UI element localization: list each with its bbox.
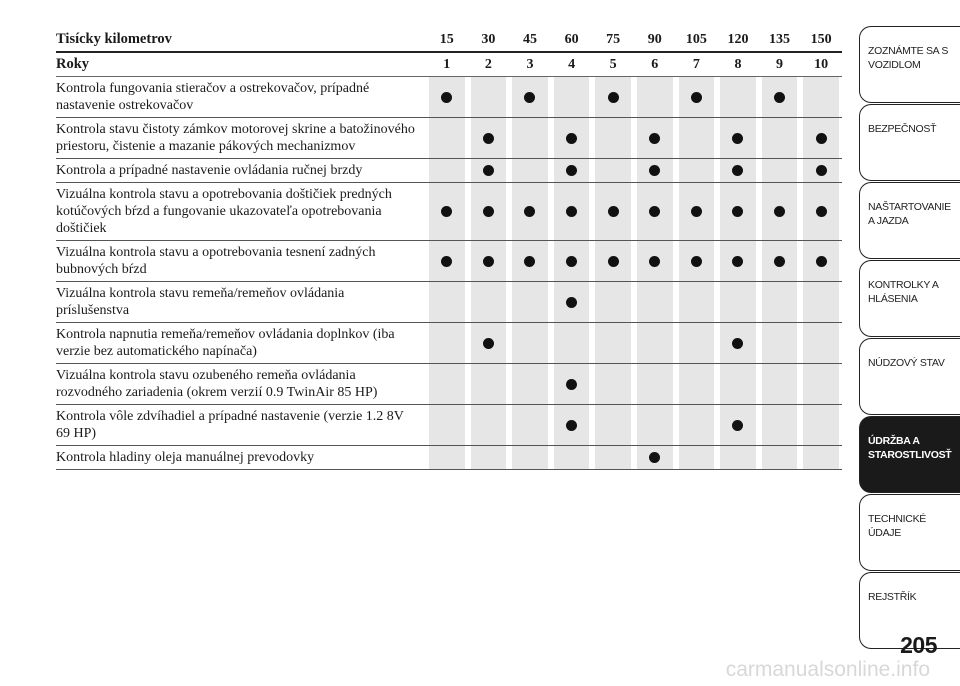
interval-cell [509, 405, 551, 445]
interval-cell [800, 323, 842, 363]
scheduled-dot-icon [608, 206, 619, 217]
interval-cell [717, 405, 759, 445]
interval-cell [676, 364, 718, 404]
interval-cell [717, 159, 759, 182]
interval-cell [759, 282, 801, 322]
interval-cell [592, 282, 634, 322]
year-header-row [56, 53, 842, 77]
year-value: 7 [692, 56, 700, 72]
interval-cell [717, 364, 759, 404]
interval-cell [676, 183, 718, 240]
interval-cell [759, 364, 801, 404]
interval-cell [468, 446, 510, 469]
chapter-tab-label: ZOZNÁMTE SA S VOZIDLOM [868, 45, 949, 71]
interval-cell [800, 405, 842, 445]
scheduled-dot-icon [649, 165, 660, 176]
interval-cell [634, 323, 676, 363]
scheduled-dot-icon [816, 133, 827, 144]
interval-cell [676, 159, 718, 182]
scheduled-dot-icon [483, 165, 494, 176]
km-value: 135 [769, 31, 791, 47]
interval-cell [676, 323, 718, 363]
chapter-tab[interactable] [859, 494, 960, 571]
scheduled-dot-icon [732, 256, 743, 267]
interval-cell [551, 159, 593, 182]
scheduled-dot-icon [608, 92, 619, 103]
interval-cell [800, 282, 842, 322]
interval-cell [800, 446, 842, 469]
interval-cell [634, 159, 676, 182]
year-value: 6 [651, 56, 659, 72]
interval-cell [759, 446, 801, 469]
year-header-label: Roky [56, 56, 90, 72]
km-value: 60 [564, 31, 579, 47]
chapter-tab[interactable] [859, 338, 960, 415]
interval-cell [800, 241, 842, 281]
interval-cell [551, 282, 593, 322]
row-label: Kontrola a prípadné nastavenie ovládania ručnej brzdy [56, 163, 363, 178]
interval-cell [426, 77, 468, 117]
row-label: Kontrola hladiny oleja manuálnej prevodovky [56, 450, 315, 465]
chapter-tab-label: BEZPEČNOSŤ [868, 123, 937, 135]
interval-cell [468, 77, 510, 117]
km-value: 150 [810, 31, 832, 47]
interval-cell [634, 183, 676, 240]
interval-cell [426, 323, 468, 363]
interval-cell [509, 118, 551, 158]
interval-cell [551, 405, 593, 445]
interval-cell [468, 241, 510, 281]
interval-cell [800, 118, 842, 158]
table-row [56, 405, 842, 446]
km-value: 75 [606, 31, 621, 47]
interval-cell [426, 446, 468, 469]
interval-cell [426, 159, 468, 182]
interval-cell [551, 241, 593, 281]
chapter-tab-label: TECHNICKÉ ÚDAJE [868, 513, 926, 539]
interval-cell [592, 364, 634, 404]
interval-cell [551, 364, 593, 404]
scheduled-dot-icon [608, 256, 619, 267]
interval-cell [676, 77, 718, 117]
interval-cell [717, 183, 759, 240]
interval-cell [634, 77, 676, 117]
year-value: 8 [734, 56, 742, 72]
interval-cell [800, 159, 842, 182]
year-value: 9 [776, 56, 784, 72]
scheduled-dot-icon [483, 133, 494, 144]
interval-cell [759, 118, 801, 158]
year-value: 2 [484, 56, 492, 72]
scheduled-dot-icon [691, 256, 702, 267]
interval-cell [592, 446, 634, 469]
interval-cell [592, 118, 634, 158]
year-value: 1 [443, 56, 451, 72]
interval-cell [509, 282, 551, 322]
interval-cell [426, 183, 468, 240]
year-value: 10 [814, 56, 829, 72]
km-value: 105 [685, 31, 707, 47]
interval-cell [717, 446, 759, 469]
scheduled-dot-icon [649, 206, 660, 217]
year-value: 3 [526, 56, 534, 72]
chapter-tab[interactable] [859, 260, 960, 337]
table-row [56, 77, 842, 118]
scheduled-dot-icon [816, 165, 827, 176]
year-value: 4 [568, 56, 576, 72]
interval-cell [800, 183, 842, 240]
scheduled-dot-icon [566, 206, 577, 217]
row-label: Kontrola vôle zdvíhadiel a prípadné nastavenie (verzie 1.2 8V 69 HP) [56, 409, 404, 441]
scheduled-dot-icon [774, 206, 785, 217]
interval-cell [509, 446, 551, 469]
interval-cell [759, 241, 801, 281]
page-number: 205 [900, 632, 937, 658]
row-label: Kontrola napnutia remeňa/remeňov ovládania doplnkov (iba verzie bez automatického napínača) [56, 327, 395, 359]
interval-cell [676, 282, 718, 322]
interval-cell [468, 282, 510, 322]
interval-cell [676, 405, 718, 445]
interval-cell [426, 364, 468, 404]
interval-cell [509, 159, 551, 182]
scheduled-dot-icon [441, 256, 452, 267]
scheduled-dot-icon [649, 133, 660, 144]
chapter-tabs [859, 26, 960, 650]
scheduled-dot-icon [774, 256, 785, 267]
scheduled-dot-icon [566, 256, 577, 267]
interval-cell [759, 77, 801, 117]
chapter-tab[interactable] [859, 182, 960, 259]
table-body [56, 77, 842, 470]
interval-cell [634, 364, 676, 404]
interval-cell [634, 118, 676, 158]
km-value: 45 [522, 31, 537, 47]
km-value: 90 [647, 31, 662, 47]
interval-cell [468, 159, 510, 182]
interval-cell [592, 77, 634, 117]
scheduled-dot-icon [691, 206, 702, 217]
chapter-tab[interactable] [859, 104, 960, 181]
table-row [56, 446, 842, 470]
row-label: Kontrola stavu čistoty zámkov motorovej skrine a batožinového priestoru, čistenie a mazanie pákových mechanizmov [56, 122, 415, 154]
chapter-tab-label: KONTROLKY A HLÁSENIA [868, 279, 939, 305]
interval-cell [551, 183, 593, 240]
interval-cell [592, 323, 634, 363]
chapter-tab-label: ÚDRŽBA A STAROSTLIVOSŤ [868, 435, 952, 461]
interval-cell [426, 282, 468, 322]
scheduled-dot-icon [816, 256, 827, 267]
interval-cell [634, 405, 676, 445]
interval-cell [551, 118, 593, 158]
chapter-tab[interactable] [859, 416, 960, 493]
scheduled-dot-icon [691, 92, 702, 103]
interval-cell [717, 77, 759, 117]
scheduled-dot-icon [441, 92, 452, 103]
interval-cell [717, 282, 759, 322]
interval-cell [676, 446, 718, 469]
table-row [56, 159, 842, 183]
scheduled-dot-icon [732, 133, 743, 144]
chapter-tab-label: NÚDZOVÝ STAV [868, 357, 945, 369]
interval-cell [592, 183, 634, 240]
table-row [56, 364, 842, 405]
year-value: 5 [609, 56, 617, 72]
interval-cell [592, 159, 634, 182]
km-value: 15 [439, 31, 454, 47]
chapter-tab-label: NAŠTARTOVANIE A JAZDA [868, 201, 951, 227]
interval-cell [759, 405, 801, 445]
interval-cell [509, 364, 551, 404]
row-label: Vizuálna kontrola stavu a opotrebovania doštičiek predných kotúčových bŕzd a fungovanie ukazovateľa opotrebovania doštičiek [56, 187, 392, 236]
maintenance-schedule-table [56, 28, 842, 470]
scheduled-dot-icon [732, 206, 743, 217]
interval-cell [759, 323, 801, 363]
scheduled-dot-icon [566, 297, 577, 308]
scheduled-dot-icon [649, 256, 660, 267]
row-label: Vizuálna kontrola stavu ozubeného remeňa ovládania rozvodného zariadenia (okrem verzií 0.9 TwinAir 85 HP) [56, 368, 378, 400]
scheduled-dot-icon [732, 420, 743, 431]
interval-cell [800, 364, 842, 404]
interval-cell [759, 183, 801, 240]
scheduled-dot-icon [483, 256, 494, 267]
scheduled-dot-icon [566, 379, 577, 390]
interval-cell [717, 323, 759, 363]
interval-cell [426, 241, 468, 281]
scheduled-dot-icon [524, 92, 535, 103]
interval-cell [592, 405, 634, 445]
km-header-row [56, 28, 842, 53]
interval-cell [468, 183, 510, 240]
interval-cell [468, 323, 510, 363]
interval-cell [634, 241, 676, 281]
interval-cell [509, 77, 551, 117]
interval-cell [800, 77, 842, 117]
scheduled-dot-icon [441, 206, 452, 217]
interval-cell [634, 282, 676, 322]
table-row [56, 118, 842, 159]
scheduled-dot-icon [732, 338, 743, 349]
table-row [56, 241, 842, 282]
interval-cell [426, 405, 468, 445]
row-label: Kontrola fungovania stieračov a ostrekovačov, prípadné nastavenie ostrekovačov [56, 81, 370, 113]
scheduled-dot-icon [566, 133, 577, 144]
km-value: 30 [481, 31, 496, 47]
chapter-tab-label: REJSTŘÍK [868, 591, 917, 603]
chapter-tab[interactable] [859, 26, 960, 103]
interval-cell [676, 118, 718, 158]
scheduled-dot-icon [524, 206, 535, 217]
interval-cell [468, 364, 510, 404]
row-label: Vizuálna kontrola stavu remeňa/remeňov ovládania príslušenstva [56, 286, 345, 318]
interval-cell [634, 446, 676, 469]
scheduled-dot-icon [774, 92, 785, 103]
interval-cell [468, 405, 510, 445]
interval-cell [509, 241, 551, 281]
watermark-text: carmanualsonline.info [725, 658, 930, 681]
scheduled-dot-icon [566, 165, 577, 176]
scheduled-dot-icon [566, 420, 577, 431]
interval-cell [509, 323, 551, 363]
table-row [56, 282, 842, 323]
interval-cell [551, 323, 593, 363]
interval-cell [551, 77, 593, 117]
km-header-label: Tisícky kilometrov [56, 31, 172, 47]
scheduled-dot-icon [483, 338, 494, 349]
scheduled-dot-icon [524, 256, 535, 267]
interval-cell [551, 446, 593, 469]
interval-cell [509, 183, 551, 240]
interval-cell [592, 241, 634, 281]
table-row [56, 323, 842, 364]
km-value: 120 [727, 31, 749, 47]
scheduled-dot-icon [816, 206, 827, 217]
interval-cell [717, 241, 759, 281]
scheduled-dot-icon [649, 452, 660, 463]
table-row [56, 183, 842, 241]
scheduled-dot-icon [483, 206, 494, 217]
interval-cell [717, 118, 759, 158]
interval-cell [676, 241, 718, 281]
scheduled-dot-icon [732, 165, 743, 176]
interval-cell [468, 118, 510, 158]
interval-cell [426, 118, 468, 158]
interval-cell [759, 159, 801, 182]
row-label: Vizuálna kontrola stavu a opotrebovania tesnení zadných bubnových bŕzd [56, 245, 376, 277]
